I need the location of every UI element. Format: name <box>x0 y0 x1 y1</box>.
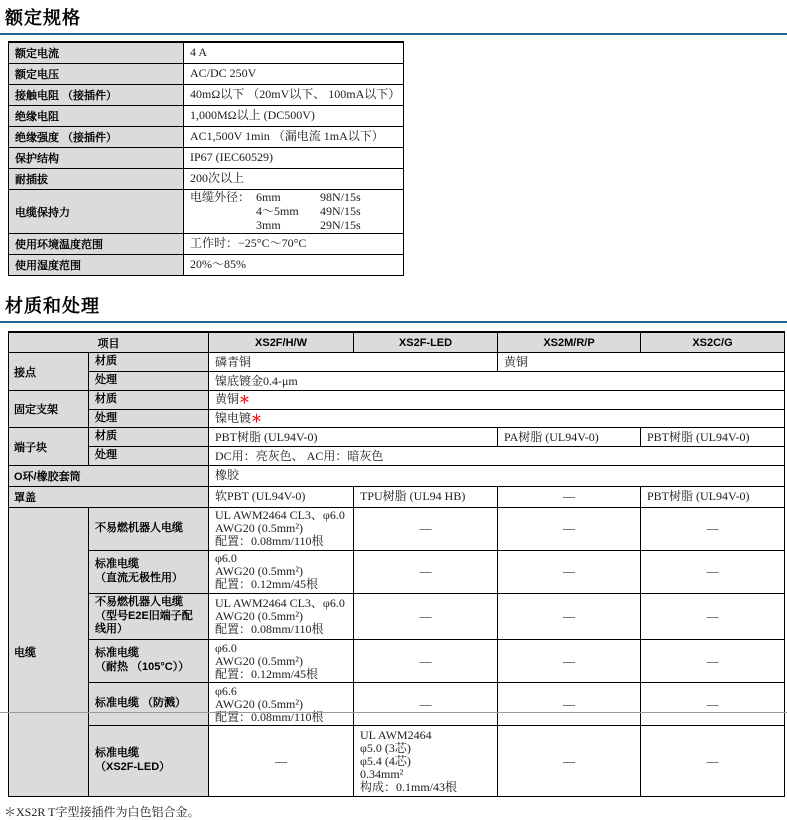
spec-value: AC1,500V 1min （漏电流 1mA以下） <box>184 127 404 148</box>
table-row-cable-3 <box>9 593 785 639</box>
cell-cover-cg: PBT树脂 (UL94V-0) <box>641 486 785 507</box>
cell-line: 不易燃机器人电缆 <box>95 522 183 535</box>
column-header-xs2f-led: XS2F-LED <box>354 332 498 353</box>
table-row-cable-1 <box>9 507 785 550</box>
cell-text: 镍电镀 <box>215 410 252 425</box>
cell-none: — <box>498 550 641 593</box>
cable-retention-layout <box>190 191 397 232</box>
cell-none: — <box>641 593 785 639</box>
cell-cable-fhw <box>209 683 354 726</box>
spec-label: 额定电流 <box>9 42 184 64</box>
cell-line: AWG20 (0.5mm²) <box>215 521 303 536</box>
cell-line: UL AWM2464 CL3、φ6.0 <box>215 596 345 611</box>
cell-none: — <box>641 507 785 550</box>
cell-line: UL AWM2464 <box>360 727 432 742</box>
cell-line: AWG20 (0.5mm²) <box>215 609 303 624</box>
table-header-row <box>9 332 785 353</box>
cell-none: — <box>354 550 498 593</box>
cell-line: φ5.4 (4芯) <box>360 753 411 768</box>
spec-label: 电缆保持力 <box>9 190 184 234</box>
table-row-cable-5 <box>9 683 785 726</box>
spec-label: 保护结构 <box>9 148 184 169</box>
cell-none: — <box>641 550 785 593</box>
cable-type-label <box>89 726 209 797</box>
cell-bracket-material <box>209 390 785 409</box>
cell-line: AWG20 (0.5mm²) <box>215 696 303 711</box>
cell-line: 构成：0.1mm/43根 <box>360 779 458 794</box>
column-header-xs2mrp: XS2M/R/P <box>498 332 641 353</box>
cell-none: — <box>354 640 498 683</box>
cell-line: UL AWM2464 CL3、φ6.0 <box>215 508 345 523</box>
cable-type-label <box>89 640 209 683</box>
cell-line: （型号E2E旧端子配线用） <box>95 609 193 636</box>
cable-retention-prefix: 电缆外径： <box>190 190 251 204</box>
table-row-cable-2 <box>9 550 785 593</box>
spec-value: IP67 (IEC60529) <box>184 148 404 169</box>
cell-none: — <box>498 640 641 683</box>
page-divider <box>0 712 787 713</box>
footnote-asterisk: ＊ <box>239 393 251 406</box>
cell-cable-fhw <box>209 593 354 639</box>
row-group-oring-sleeve: O环/橡胶套筒 <box>9 465 209 486</box>
cell-none: — <box>641 726 785 797</box>
cable-retention-entry <box>256 205 361 219</box>
table-row <box>9 106 404 127</box>
rated-specs-table <box>8 41 404 276</box>
cell-line: 标准电缆 <box>95 558 139 571</box>
spec-label: 耐插拔 <box>9 169 184 190</box>
cell-line: φ6.0 <box>215 640 237 655</box>
cable-type-label <box>89 593 209 639</box>
cable-type-label <box>89 507 209 550</box>
spec-value: 20%～85% <box>184 255 404 276</box>
spec-label: 额定电压 <box>9 64 184 85</box>
cable-diameter: 6mm <box>256 190 281 204</box>
cell-line: φ6.6 <box>215 683 237 698</box>
cell-terminal-process: DC用：亮灰色、 AC用：暗灰色 <box>209 447 785 466</box>
cell-none: — <box>641 640 785 683</box>
cell-line: 不易燃机器人电缆 <box>95 595 183 608</box>
spec-label: 使用湿度范围 <box>9 255 184 276</box>
table-row-cable-6 <box>9 726 785 797</box>
table-row <box>9 85 404 106</box>
table-row <box>9 169 404 190</box>
table-row <box>9 42 404 64</box>
cell-contact-material-fhw-led: 磷青铜 <box>209 353 498 372</box>
cell-contact-process: 镍底镀金0.4-μm <box>209 372 785 391</box>
subrow-material: 材质 <box>89 390 209 409</box>
cell-line: 0.34mm² <box>360 766 404 781</box>
cell-cable-led <box>354 726 498 797</box>
subrow-process: 处理 <box>89 447 209 466</box>
cable-diameter: 4～5mm <box>256 203 299 218</box>
cell-cover-fhw: 软PBT (UL94V-0) <box>209 486 354 507</box>
cell-line: 配置：0.08mm/110根 <box>215 534 324 549</box>
row-group-cable: 电缆 <box>9 507 89 796</box>
section-rule <box>0 321 787 323</box>
spec-value: 40mΩ以下 （20mV以下、 100mA以下） <box>184 85 404 106</box>
cable-force: 29N/15s <box>320 217 361 232</box>
table-row-bracket-process <box>9 409 785 428</box>
column-header-item: 项目 <box>9 332 209 353</box>
cable-retention-entry <box>256 219 361 233</box>
table-row <box>9 127 404 148</box>
cable-diameter: 3mm <box>256 217 281 232</box>
table-row <box>9 234 404 255</box>
spec-value: 4 A <box>184 42 404 64</box>
table-row <box>9 255 404 276</box>
cell-line: （XS2F-LED） <box>95 761 171 774</box>
cable-retention-grid <box>256 191 361 232</box>
row-group-contact: 接点 <box>9 353 89 391</box>
cell-line: AWG20 (0.5mm²) <box>215 653 303 668</box>
subrow-process: 处理 <box>89 372 209 391</box>
subrow-material: 材质 <box>89 353 209 372</box>
cell-line: 配置：0.12mm/45根 <box>215 577 319 592</box>
subrow-material: 材质 <box>89 428 209 447</box>
cell-terminal-material-mrp: PA树脂 (UL94V-0) <box>498 428 641 447</box>
table-row-oring <box>9 465 785 486</box>
cell-none: — <box>354 683 498 726</box>
cell-text: 黄铜 <box>215 391 240 406</box>
cell-line: φ6.0 <box>215 551 237 566</box>
cell-line: 配置：0.12mm/45根 <box>215 666 319 681</box>
column-header-xs2cg: XS2C/G <box>641 332 785 353</box>
cell-none: — <box>498 683 641 726</box>
cell-none: — <box>498 593 641 639</box>
cell-terminal-material-cg: PBT树脂 (UL94V-0) <box>641 428 785 447</box>
cell-bracket-process <box>209 409 785 428</box>
table-row-contact-process <box>9 372 785 391</box>
spec-label: 接触电阻 （接插件） <box>9 85 184 106</box>
spec-value: AC/DC 250V <box>184 64 404 85</box>
row-group-terminal-block: 端子块 <box>9 428 89 466</box>
table-row-bracket-material <box>9 390 785 409</box>
cable-force: 49N/15s <box>320 203 361 218</box>
section-title-rated-specs: 额定规格 <box>5 8 81 28</box>
cell-cable-fhw <box>209 507 354 550</box>
section-rule <box>0 33 787 35</box>
cell-none: — <box>641 683 785 726</box>
spec-value-cable-retention <box>184 190 404 234</box>
cable-type-label <box>89 550 209 593</box>
spec-label: 使用环境温度范围 <box>9 234 184 255</box>
spec-value: 工作时：−25°C～70°C <box>184 234 404 255</box>
materials-table <box>8 331 785 797</box>
row-group-cover: 罩盖 <box>9 486 209 507</box>
cell-cable-fhw <box>209 550 354 593</box>
subrow-process: 处理 <box>89 409 209 428</box>
cell-cover-mrp-none: — <box>498 486 641 507</box>
cell-line: 配置：0.08mm/110根 <box>215 709 324 724</box>
table-row <box>9 148 404 169</box>
table-row-terminal-material <box>9 428 785 447</box>
footnote-asterisk: ＊ <box>251 412 263 425</box>
cable-retention-entry <box>256 191 361 205</box>
cell-line: 配置：0.08mm/110根 <box>215 621 324 636</box>
cell-contact-material-mrp-cg: 黄铜 <box>498 353 785 372</box>
cell-cover-led: TPU树脂 (UL94 HB) <box>354 486 498 507</box>
table-row-cable-retention <box>9 190 404 234</box>
cell-line: φ5.0 (3芯) <box>360 740 411 755</box>
spec-label: 绝缘强度 （接插件） <box>9 127 184 148</box>
spec-value: 1,000MΩ以上 (DC500V) <box>184 106 404 127</box>
cell-none: — <box>498 726 641 797</box>
cell-none: — <box>209 726 354 797</box>
cable-force: 98N/15s <box>320 190 361 204</box>
table-row-terminal-process <box>9 447 785 466</box>
cell-line: （耐热 （105°C）） <box>95 661 190 674</box>
footnote: ＊XS2R T字型接插件为白色铝合金。 <box>4 805 200 820</box>
table-row-cable-4 <box>9 640 785 683</box>
cell-line: （直流无极性用） <box>95 571 183 584</box>
cell-cable-fhw <box>209 640 354 683</box>
column-header-xs2fhw: XS2F/H/W <box>209 332 354 353</box>
table-row-cover <box>9 486 785 507</box>
row-group-bracket: 固定支架 <box>9 390 89 428</box>
cell-line: 标准电缆 <box>95 747 139 760</box>
cable-type-label <box>89 683 209 726</box>
table-row-contact-material <box>9 353 785 372</box>
cell-line: AWG20 (0.5mm²) <box>215 564 303 579</box>
table-row <box>9 64 404 85</box>
cell-none: — <box>354 507 498 550</box>
cell-line: 标准电缆 （防溅） <box>95 697 187 710</box>
section-title-materials: 材质和处理 <box>5 296 100 317</box>
cell-terminal-material-fhw-led: PBT树脂 (UL94V-0) <box>209 428 498 447</box>
cell-line: 标准电缆 <box>95 647 139 660</box>
cell-oring-material: 橡胶 <box>209 465 785 486</box>
spec-label: 绝缘电阻 <box>9 106 184 127</box>
spec-value: 200次以上 <box>184 169 404 190</box>
cell-none: — <box>354 593 498 639</box>
cell-none: — <box>498 507 641 550</box>
